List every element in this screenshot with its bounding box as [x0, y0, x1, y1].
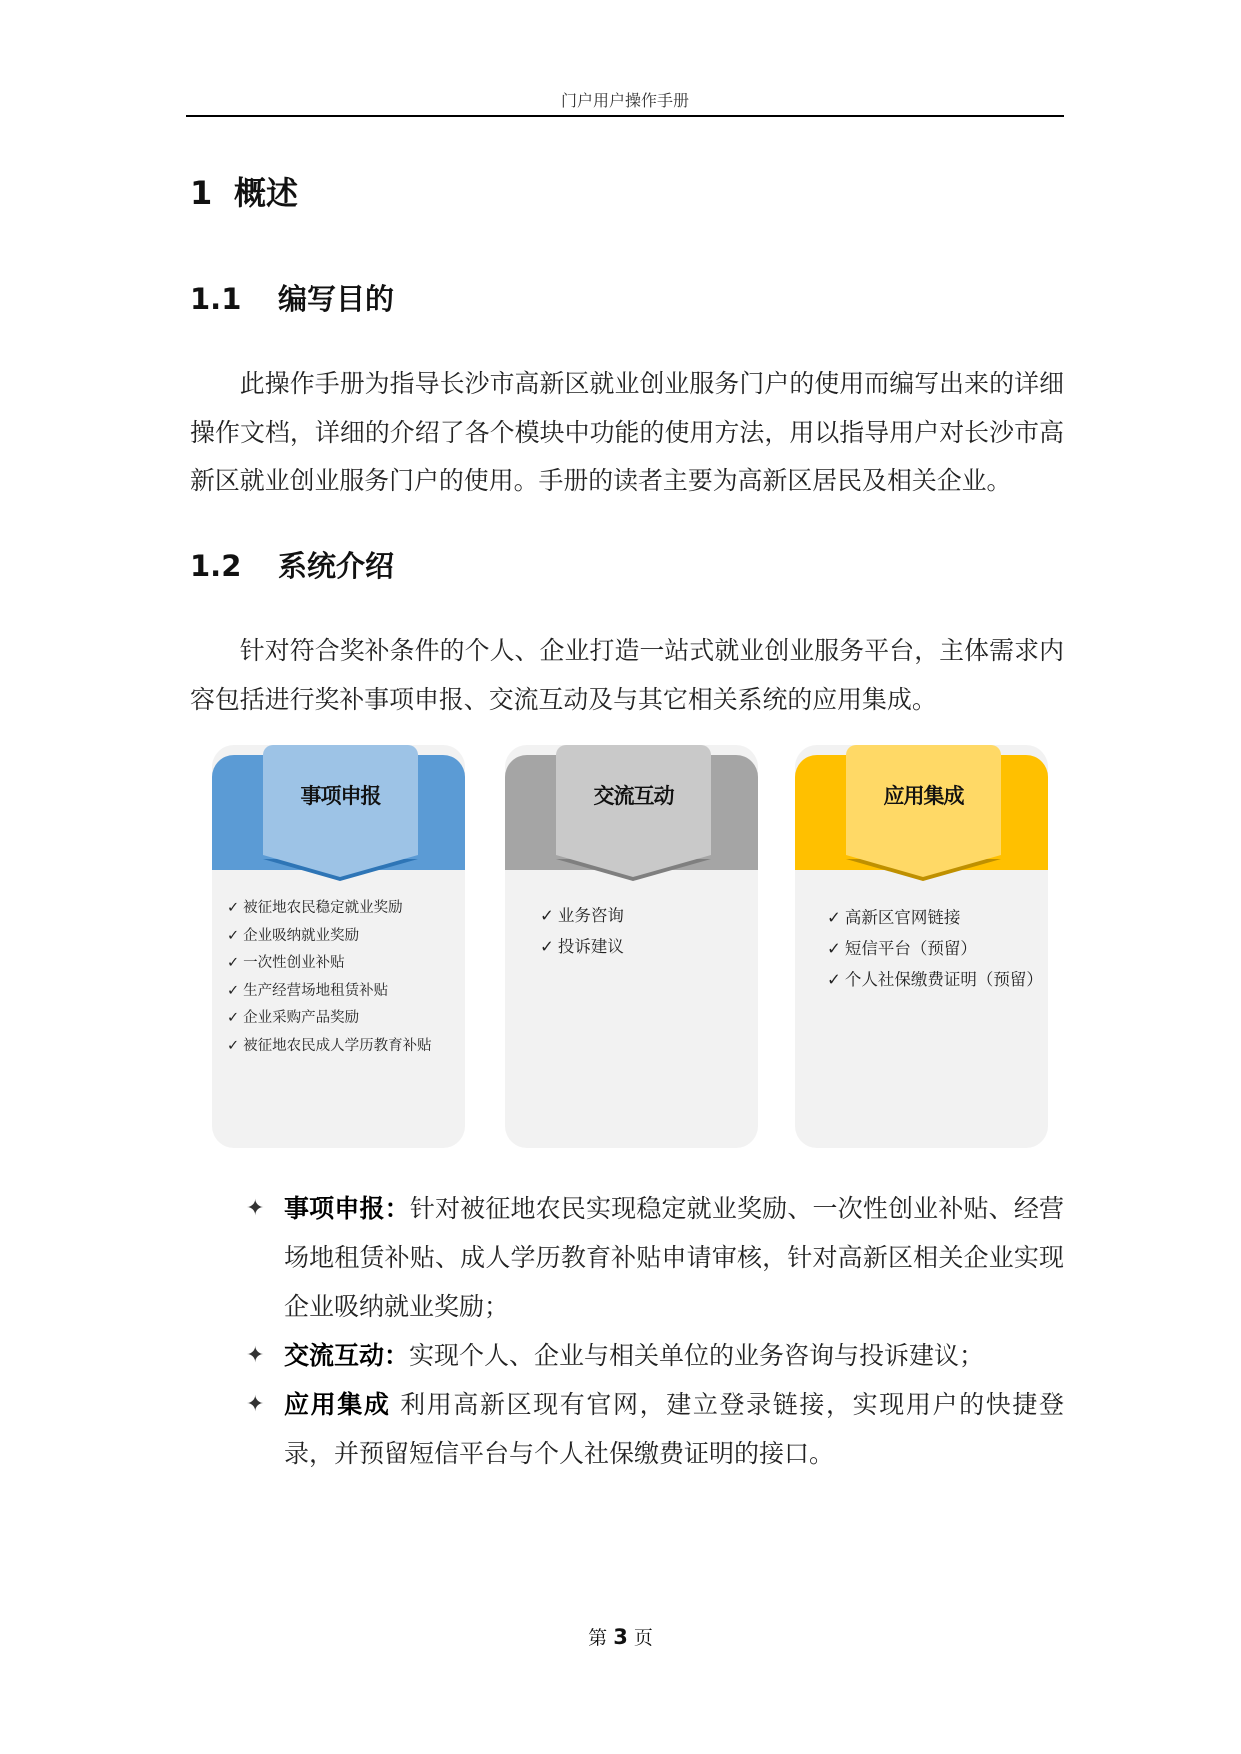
four-point-star-icon: ✦: [246, 1343, 265, 1368]
purpose-paragraph: 此操作手册为指导长沙市高新区就业创业服务门户的使用而编写出来的详细操作文档，详细的介绍了各个模块中功能的使用方法，用以指导用户对长沙市高新区就业创业服务门户的使用。手册的读者主要为高新区居民及相关企业。: [190, 369, 1064, 495]
card-item-report: [212, 745, 465, 1148]
checkmark-icon: ✓: [827, 939, 841, 958]
card-list-item: [227, 1005, 432, 1033]
four-point-star-icon: ✦: [246, 1392, 265, 1417]
checkmark-icon: ✓: [827, 970, 841, 989]
chevron-down-icon: [263, 855, 418, 877]
card-list-item: [227, 1033, 432, 1061]
card-list-text: 生产经营场地租赁补贴: [243, 982, 389, 999]
bullet-label: 应用集成: [284, 1390, 391, 1419]
card-list-text: 被征地农民成人学历教育补贴: [243, 1037, 432, 1054]
intro-paragraph: 针对符合奖补条件的个人、企业打造一站式就业创业服务平台，主体需求内容包括进行奖补事项申报、交流互动及与其它相关系统的应用集成。: [190, 636, 1064, 714]
bullet-item: [246, 1380, 1064, 1478]
card-item-list: [540, 900, 624, 962]
page-number: 3: [613, 1625, 628, 1649]
card-item-list: [227, 895, 432, 1060]
page-footer: [0, 1623, 1241, 1650]
card-list-text: 投诉建议: [557, 937, 624, 956]
bullet-text: 利用高新区现有官网，建立登录链接，实现用户的快捷登录，并预留短信平台与个人社保缴费证明的接口。: [284, 1390, 1064, 1468]
chevron-down-icon: [556, 855, 711, 877]
card-list-item: [227, 923, 432, 951]
heading-number: 1: [190, 174, 213, 212]
bullet-text: 针对被征地农民实现稳定就业奖励、一次性创业补贴、经营场地租赁补贴、成人学历教育补贴申请审核，针对高新区相关企业实现企业吸纳就业奖励；: [284, 1194, 1064, 1321]
checkmark-icon: ✓: [227, 1010, 240, 1026]
card-list-item: [540, 931, 624, 962]
card-list-item: [827, 964, 1043, 995]
card-list-item: [827, 902, 1043, 933]
card-list-item: [827, 933, 1043, 964]
heading-text: 系统介绍: [278, 549, 395, 583]
heading-number: 1.2: [190, 549, 242, 583]
checkmark-icon: ✓: [827, 908, 841, 927]
card-list-text: 企业吸纳就业奖励: [243, 927, 360, 944]
card-list-item: [227, 978, 432, 1006]
card-interaction: [505, 745, 758, 1148]
checkmark-icon: ✓: [227, 982, 240, 999]
footer-suffix: 页: [633, 1627, 653, 1649]
card-title: 事项申报: [300, 784, 381, 808]
checkmark-icon: ✓: [227, 900, 240, 916]
card-title: 交流互动: [593, 784, 674, 808]
checkmark-icon: ✓: [540, 906, 554, 925]
card-list-text: 高新区官网链接: [844, 908, 961, 927]
card-list-text: 短信平台（预留）: [844, 939, 977, 958]
bullet-label: 事项申报：: [284, 1194, 410, 1223]
checkmark-icon: ✓: [227, 927, 240, 944]
checkmark-icon: ✓: [540, 937, 554, 956]
heading-number: 1.1: [190, 282, 242, 316]
bullet-item: [246, 1331, 1064, 1380]
card-item-list: [827, 902, 1043, 995]
card-list-item: [227, 950, 432, 978]
bullet-item: [246, 1184, 1064, 1331]
card-list-text: 一次性创业补贴: [243, 955, 345, 971]
heading-text: 编写目的: [278, 282, 395, 316]
card-list-item: [227, 895, 432, 923]
heading-1: [190, 168, 298, 214]
checkmark-icon: ✓: [227, 1037, 240, 1054]
card-title: 应用集成: [883, 784, 964, 808]
footer-prefix: 第: [588, 1627, 608, 1649]
module-bullet-list: [246, 1184, 1064, 1478]
running-header: 门户用户操作手册: [560, 91, 689, 110]
card-list-text: 企业采购产品奖励: [243, 1010, 360, 1026]
chevron-down-icon: [846, 855, 1001, 877]
card-list-text: 业务咨询: [557, 906, 624, 925]
header-rule: [186, 115, 1064, 117]
heading-1-2: [190, 544, 394, 585]
card-list-text: 个人社保缴费证明（预留）: [844, 970, 1043, 989]
bullet-label: 交流互动：: [284, 1341, 410, 1370]
heading-text: 概述: [234, 174, 299, 212]
checkmark-icon: ✓: [227, 955, 240, 971]
bullet-text: 实现个人、企业与相关单位的业务咨询与投诉建议；: [409, 1341, 985, 1370]
card-list-item: [540, 900, 624, 931]
four-point-star-icon: ✦: [246, 1196, 265, 1221]
heading-1-1: [190, 277, 394, 318]
card-list-text: 被征地农民稳定就业奖励: [243, 900, 403, 916]
card-integration: [795, 745, 1048, 1148]
